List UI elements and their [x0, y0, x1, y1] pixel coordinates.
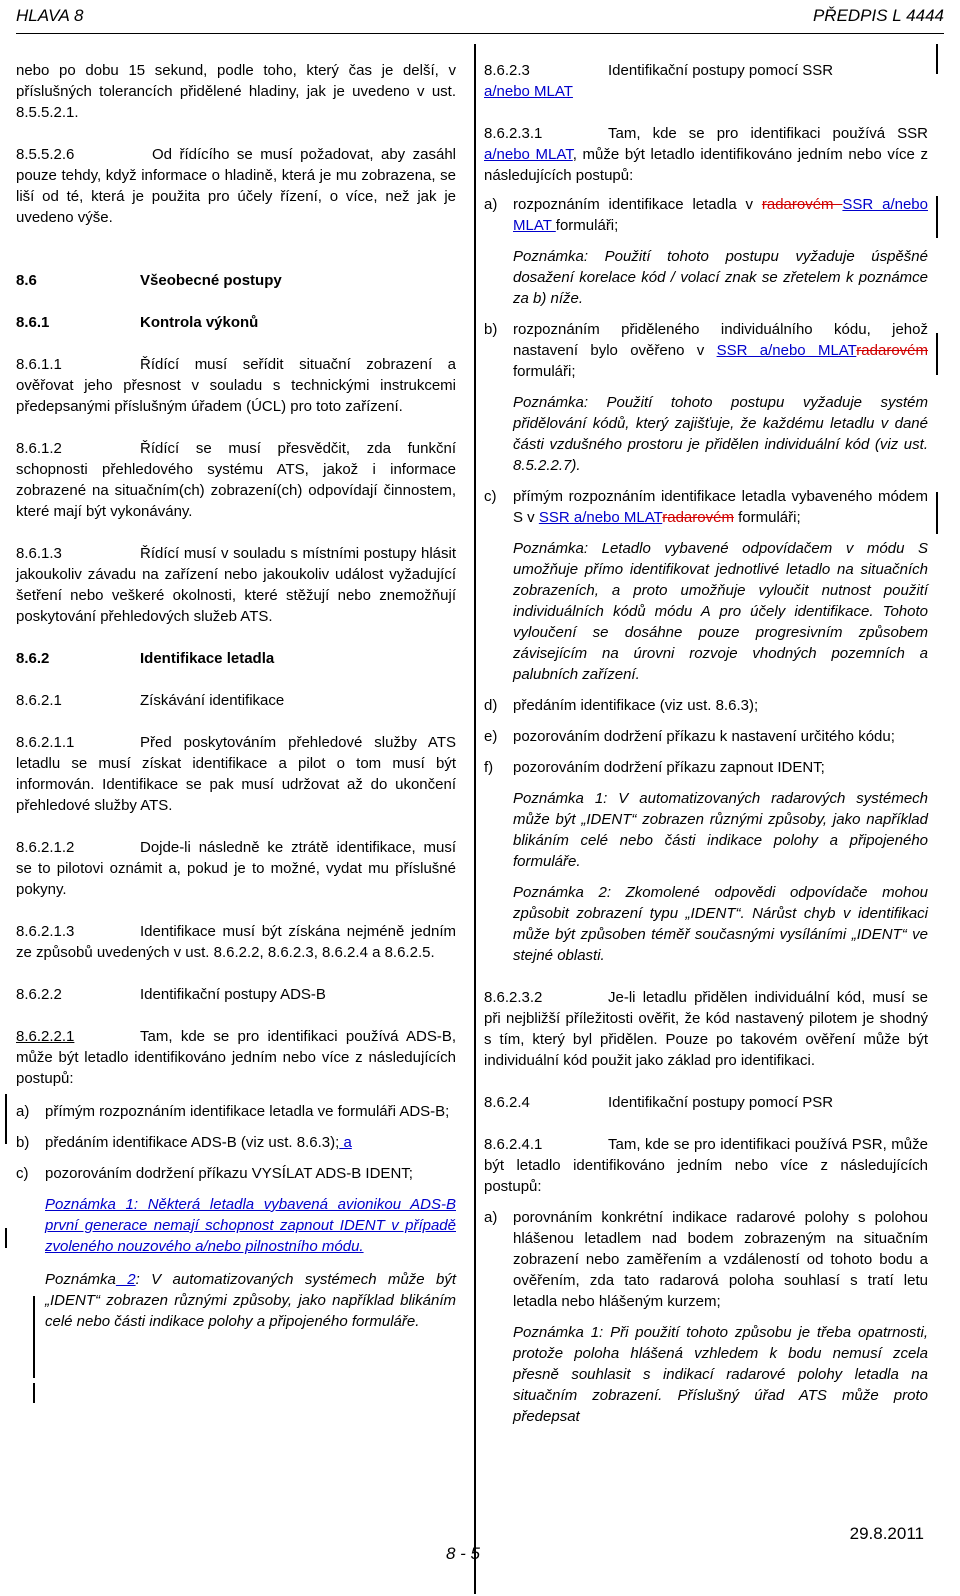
regulation-header: PŘEDPIS L 4444 [812, 6, 944, 25]
note: Poznámka 1: Při použití tohoto způsobu je třeba opatrnosti, protože poloha hlášená vzhledem k bodu nemusí zcela přesně souhlasit s indikací radarové polohy letadla na situačním zobrazení. Příslušný úřad ATS může proto předepsat [513, 1324, 928, 1425]
revision-bar [936, 492, 938, 534]
page-number: 8 - 5 [446, 1544, 481, 1563]
subsection-heading: 8.6.2.4 Identifikační postupy pomocí PSR [484, 1094, 834, 1111]
paragraph: 8.6.1.3 Řídící musí v souladu s místními postupy hlásit jakoukoliv závadu na zařízení nebo jakoukoliv událost vyžadující šetření nebo veškeré okolnosti, které stěžují nebo znemožňují poskytování přehledových služeb ATS. [16, 545, 456, 625]
paragraph: 8.5.5.2.6 Od řídícího se musí požadovat, aby zasáhl pouze tehdy, když informace o hladině, která je mu zobrazena, se liší od té, která je použita pro účely řízení, o více, než jak je uvedeno výše. [16, 146, 456, 226]
list-item: f) pozorováním dodržení příkazu zapnout IDENT; [484, 759, 825, 776]
revision-bar [936, 44, 938, 74]
list-item: a) porovnáním konkrétní indikace radarové polohy s polohou hlášenou letadlem nad bodem zobrazeným na situačním zobrazení nebo zaměřením a vzdáleností od tohoto bodu a ověřením, zda tato radarová poloha souhlasí s tratí letu letadla nebo hlášeným kurzem; [484, 1209, 928, 1310]
right-column [484, 60, 928, 1437]
paragraph: nebo po dobu 15 sekund, podle toho, který čas je delší, v příslušných tolerancích přidělené hladiny, jak je uvedeno v ust. 8.5.5.2.1. [16, 62, 456, 121]
subsection-heading: 8.6.2.2 Identifikační postupy ADS-B [16, 986, 326, 1003]
revision-bar [936, 333, 938, 375]
paragraph: 8.6.2.4.1 Tam, kde se pro identifikaci používá PSR, může být letadlo identifikováno jedním nebo více z následujících postupů: [484, 1136, 928, 1195]
paragraph: 8.6.1.2 Řídící se musí přesvědčit, zda funkční schopnosti přehledového systému ATS, jakož i informace zobrazené na situačním(ch) zobrazení(ch) odpovídají činnostem, které mají být vykonávány. [16, 440, 456, 520]
header-rule [16, 33, 944, 34]
paragraph: 8.6.2.1.3 Identifikace musí být získána nejméně jedním ze způsobů uvedených v ust. 8.6.2.2, 8.6.2.3, 8.6.2.4 a 8.6.2.5. [16, 923, 456, 961]
subsection-heading: 8.6.2.3 Identifikační postupy pomocí SSR a/nebo MLAT [484, 62, 834, 100]
note: Poznámka 2: V automatizovaných systémech může být „IDENT“ zobrazen různými způsoby, jako například blikáním celé nebo části indikace polohy a připojeného formuláře. [45, 1271, 456, 1330]
paragraph: 8.6.2.2.1 Tam, kde se pro identifikaci používá ADS-B, může být letadlo identifikováno jedním nebo více z následujících postupů: [16, 1028, 456, 1087]
note: Poznámka 1: Některá letadla vybavená avionikou ADS-B první generace nemají schopnost zapnout IDENT v případě zvoleného nouzového a/nebo pilnostního módu. [45, 1196, 456, 1255]
section-heading: 8.6.1 Kontrola výkonů [16, 314, 259, 331]
paragraph: 8.6.2.1.1 Před poskytováním přehledové služby ATS letadlu se musí získat identifikace a pilot o tom musí být informován. Identifikace se pak musí udržovat až do ukončení přehledové služby ATS. [16, 734, 456, 814]
revision-bar [33, 1383, 35, 1403]
paragraph: 8.6.1.1 Řídící musí seřídit situační zobrazení a ověřovat jeho přesnost v souladu s technickými instrukcemi předepsanými příslušným úřadem (ÚCL) pro toto zařízení. [16, 356, 456, 415]
list-item: c) přímým rozpoznáním identifikace letadla vybaveného módem S v SSR a/nebo MLATradarovém formuláři; [484, 488, 928, 526]
list-item: e) pozorováním dodržení příkazu k nastavení určitého kódu; [484, 728, 895, 745]
note: Poznámka: Použití tohoto postupu vyžaduje úspěšné dosažení korelace kód / volací znak se zřetelem k poznámce za b) níže. [513, 248, 928, 307]
note: Poznámka 2: Zkomolené odpovědi odpovídače mohou způsobit zobrazení typu „IDENT“. Nárůst chyb v identifikaci může být způsoben téměř současnými vysíláními „IDENT“ ve stejné oblasti. [513, 884, 928, 964]
list-item: a) rozpoznáním identifikace letadla v radarovém SSR a/nebo MLAT formuláři; [484, 196, 928, 234]
revision-bar [5, 1094, 7, 1144]
paragraph: 8.6.2.3.1 Tam, kde se pro identifikaci používá SSR a/nebo MLAT, může být letadlo identifikováno jedním nebo více z následujících postupů: [484, 125, 929, 184]
note: Poznámka 1: V automatizovaných radarových systémech může být „IDENT“ zobrazen různými způsoby, jako například blikáním celé nebo části indikace polohy a připojeného formuláře. [513, 790, 928, 870]
left-column [16, 60, 456, 1342]
note: Poznámka: Použití tohoto postupu vyžaduje systém přidělování kódů, který zajišťuje, že každému letadlu v dané části vzdušného prostoru je přidělen individuální kód (viz ust. 8.5.2.2.7). [513, 394, 928, 474]
list-item: d) předáním identifikace (viz ust. 8.6.3); [484, 697, 759, 714]
revision-bar [936, 196, 938, 238]
section-heading: 8.6 Všeobecné postupy [16, 272, 282, 289]
revision-date: 29.8.2011 [849, 1524, 924, 1543]
list-item: b) předáním identifikace ADS-B (viz ust. 8.6.3); a [16, 1134, 352, 1151]
paragraph: 8.6.2.3.2 Je-li letadlu přidělen individuální kód, musí se při nejbližší příležitosti ověřit, že kód nastavený pilotem je shodný s tím, který byl přidělen. Pouze po takovém ověření může být individuální kód použit jako základ pro identifikaci. [484, 989, 928, 1069]
subsection-heading: 8.6.2.1 Získávání identifikace [16, 692, 285, 709]
revision-bar [5, 1228, 7, 1248]
list-item: c) pozorováním dodržení příkazu VYSÍLAT ADS-B IDENT; [16, 1165, 413, 1182]
paragraph: 8.6.2.1.2 Dojde-li následně ke ztrátě identifikace, musí se to pilotovi oznámit a, pokud je to možné, vydat mu příslušné pokyny. [16, 839, 456, 898]
note: Poznámka: Letadlo vybavené odpovídačem v módu S umožňuje přímo identifikovat jednotlivé letadlo na situačních zobrazeních, a proto umožňuje vyloučit nutnost použití individuálních kódů módu A pro účely identifikace. Tohoto vyloučení se dosáhne pouze progresivním způsobem závisejícím na úrovni rozvoje vhodných pozemních a palubních zařízení. [513, 540, 928, 683]
column-divider [474, 44, 476, 1594]
list-item: a) přímým rozpoznáním identifikace letadla ve formuláři ADS-B; [16, 1103, 450, 1120]
list-item: b) rozpoznáním přiděleného individuálního kódu, jehož nastavení bylo ověřeno v SSR a/nebo MLATradarovém formuláři; [484, 321, 928, 380]
section-heading: 8.6.2 Identifikace letadla [16, 650, 275, 667]
chapter-header: HLAVA 8 [16, 6, 84, 25]
